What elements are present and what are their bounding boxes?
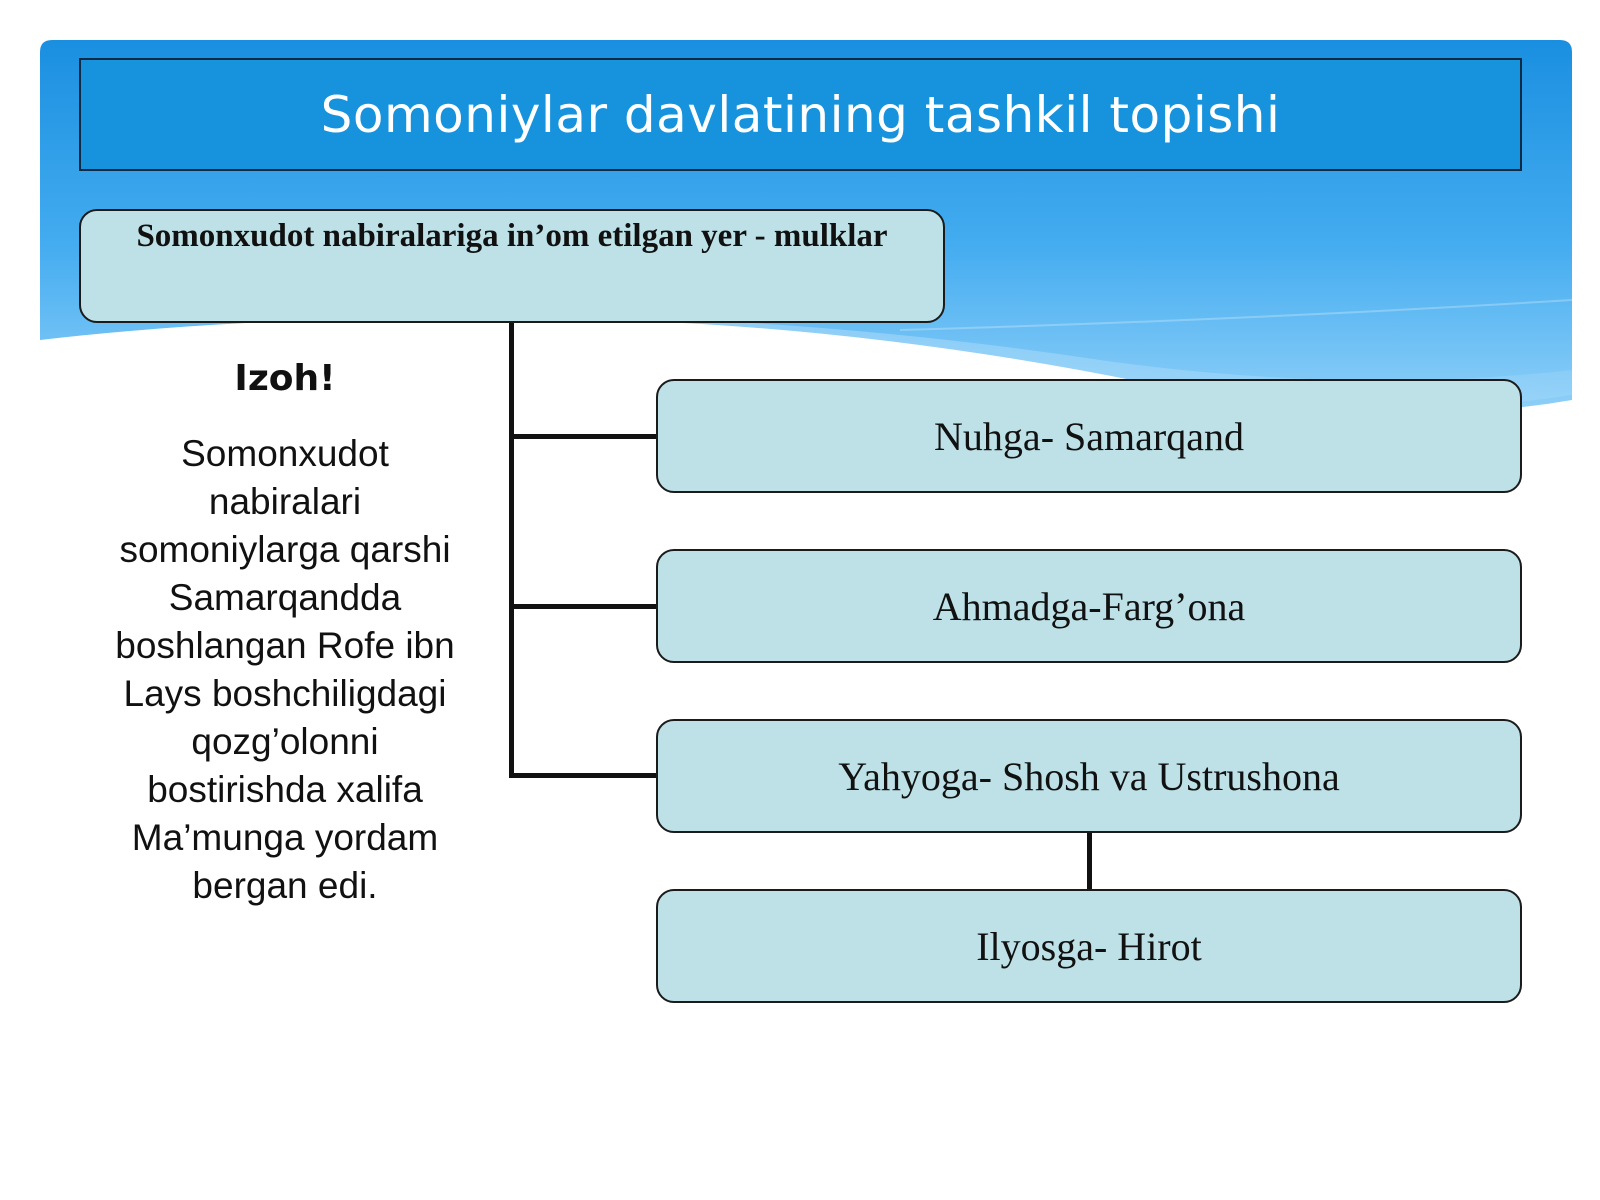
note-text: Somonxudot nabiralari somoniylarga qarshi Samarqandda boshlangan Rofe ibn Lays boshchiligdagi qozg’olonni bostirishda xalifa Ma’munga yordam bergan edi. [115,433,455,906]
connector-sub [1087,833,1092,889]
connector-trunk [509,323,514,777]
child-node-ilyos [656,889,1522,1003]
child-node-ahmad [656,549,1522,663]
root-node-label: Somonxudot nabiralariga in’om etilgan yer - mulklar [136,218,888,254]
child-node-label: Yahyoga- Shosh va Ustrushona [838,753,1340,799]
connector-branch-2 [509,604,656,609]
note-heading: Izoh! [234,358,336,399]
title-bar [79,58,1522,171]
child-node-label: Nuhga- Samarqand [934,413,1244,459]
connector-branch-3 [509,773,656,778]
slide-title: Somoniylar davlatining tashkil topishi [320,85,1281,144]
child-node-nuh [656,379,1522,493]
root-node [79,209,945,323]
child-node-label: Ahmadga-Farg’ona [932,583,1246,629]
child-node-label: Ilyosga- Hirot [976,923,1202,969]
child-node-yahyo [656,719,1522,833]
connector-branch-1 [509,434,656,439]
